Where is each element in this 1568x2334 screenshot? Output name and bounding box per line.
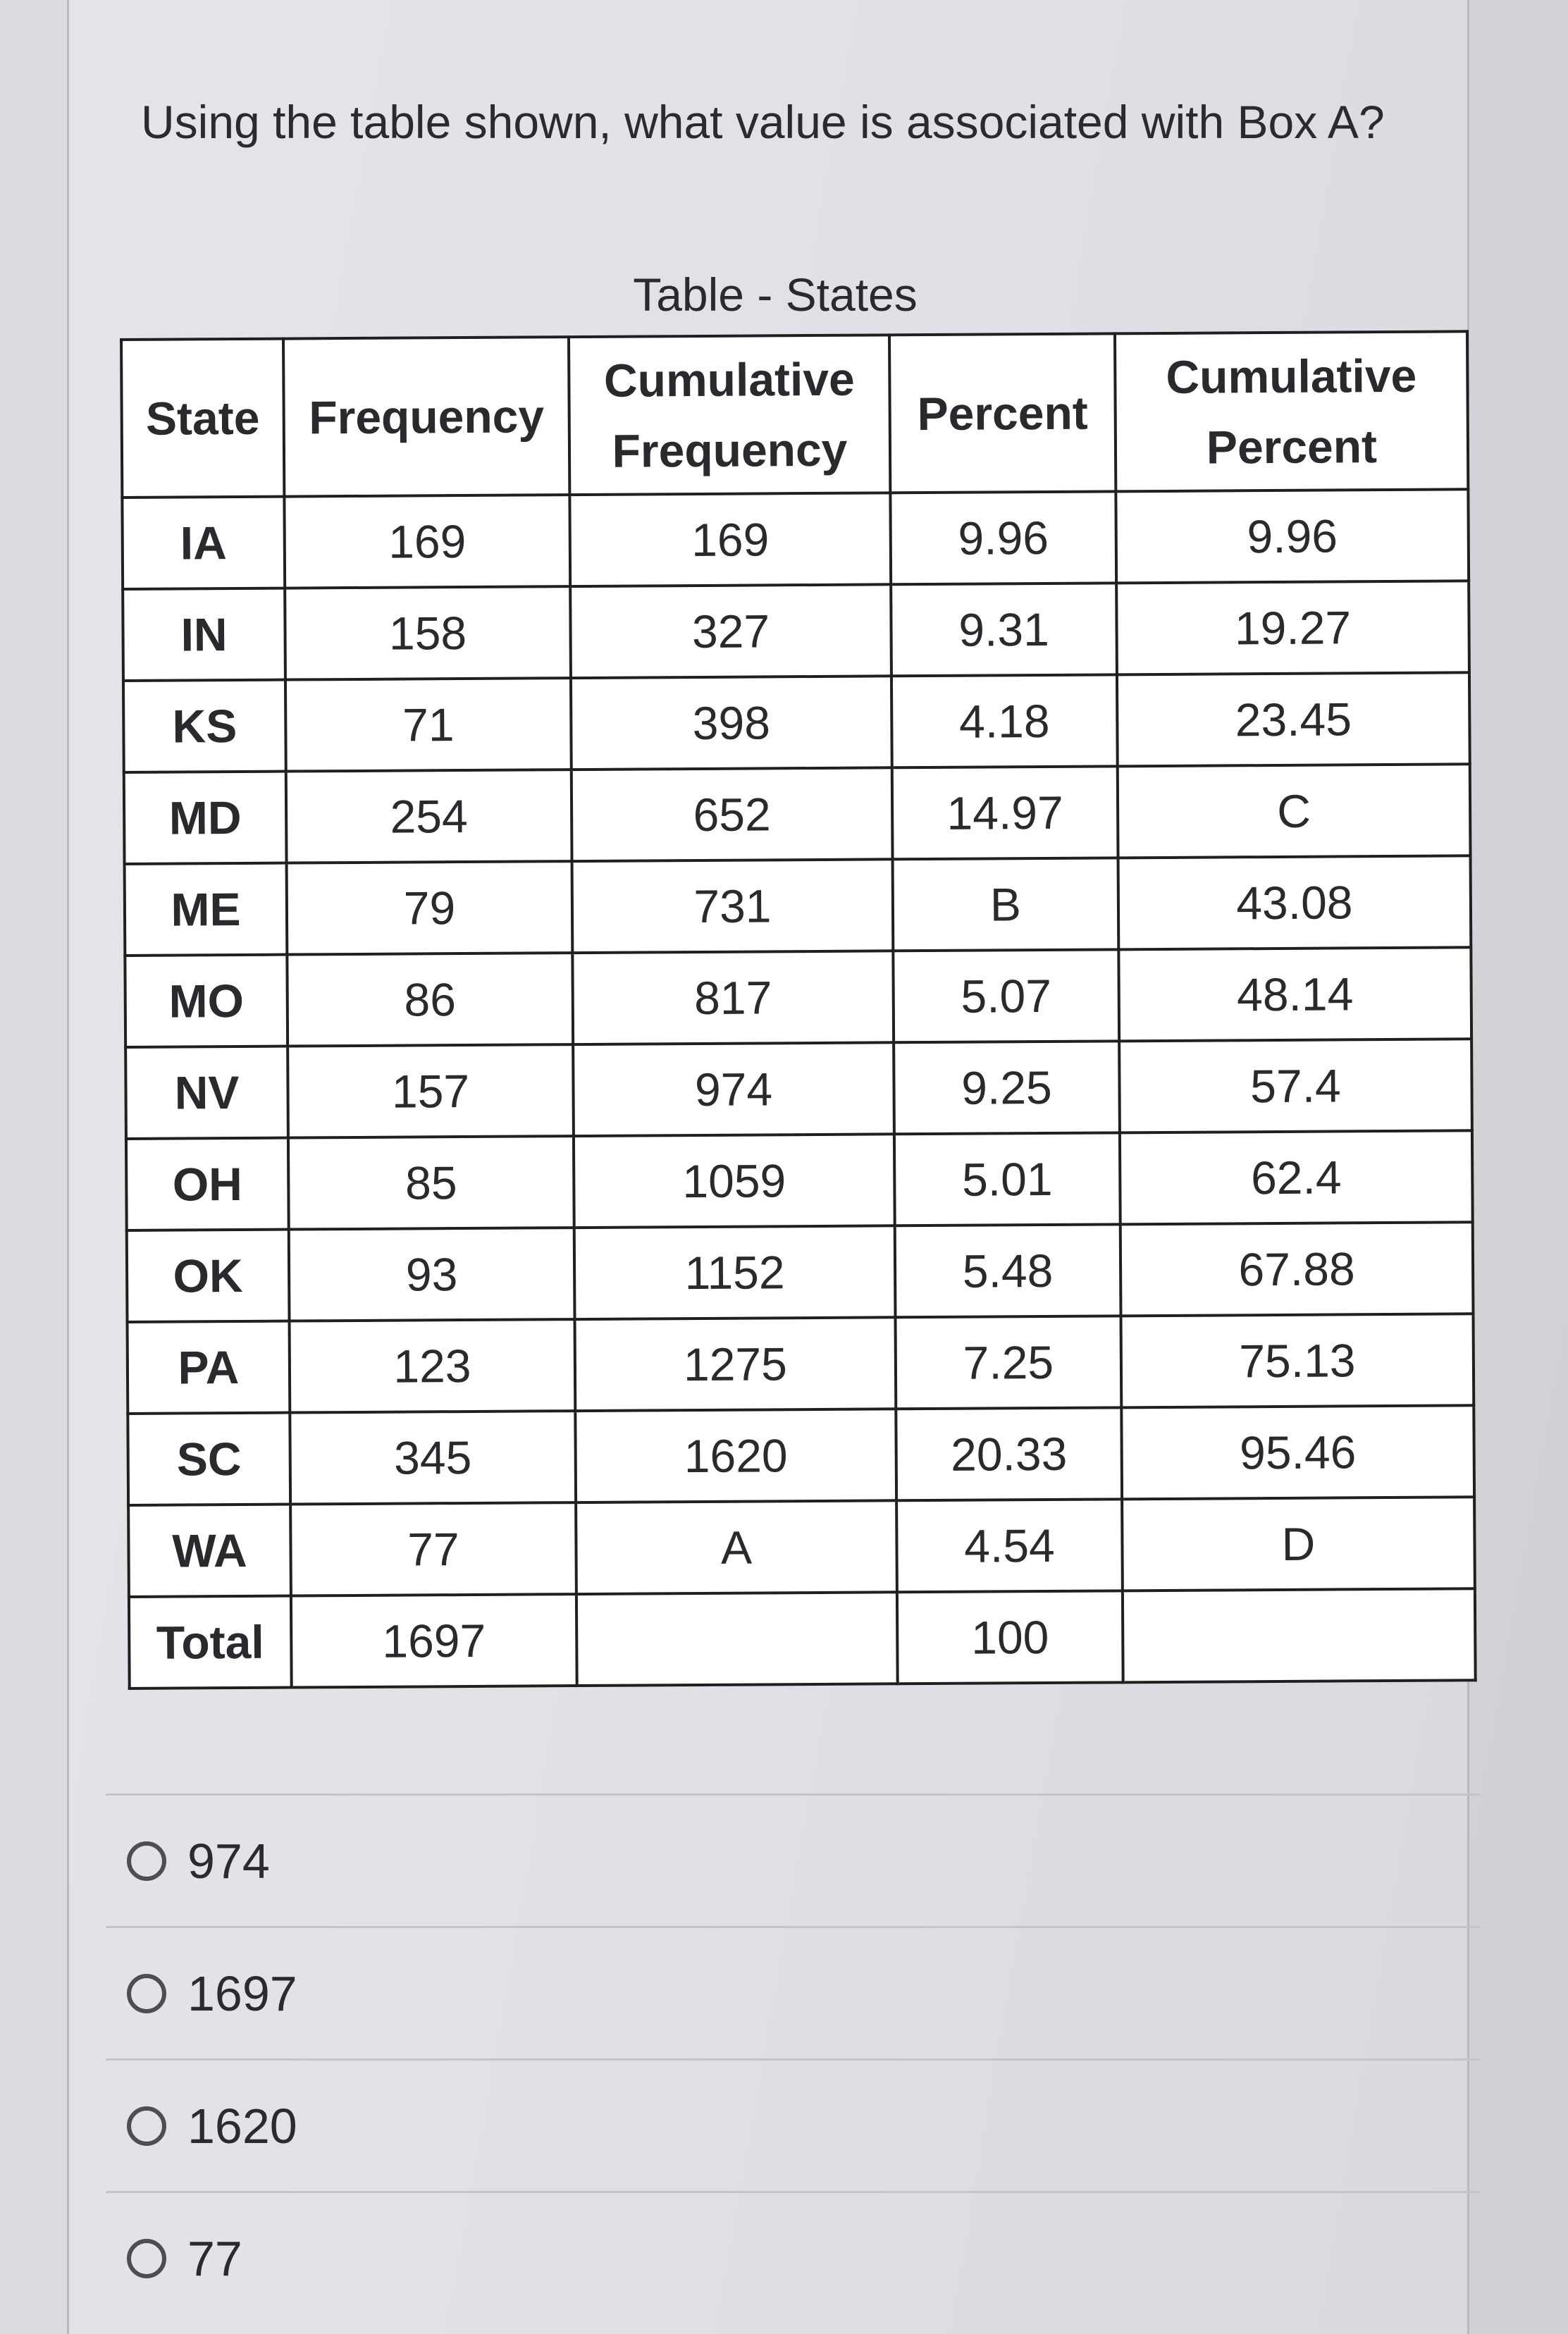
table-row bbox=[122, 489, 1469, 589]
cell-state: WA bbox=[128, 1505, 291, 1597]
cell-state: IA bbox=[122, 497, 285, 589]
cell-frequency: 157 bbox=[288, 1044, 574, 1137]
cell-cumulative-frequency: 1620 bbox=[575, 1409, 896, 1502]
header-frequency: Frequency bbox=[283, 337, 569, 496]
header-percent: Percent bbox=[889, 333, 1116, 493]
cell-percent: B bbox=[893, 858, 1119, 951]
cell-cumulative-percent: 67.88 bbox=[1121, 1222, 1474, 1316]
cell-state: Total bbox=[129, 1596, 292, 1688]
cell-frequency: 158 bbox=[285, 586, 571, 679]
states-table bbox=[120, 330, 1477, 1690]
cell-cumulative-frequency: 1152 bbox=[574, 1225, 896, 1319]
table-row bbox=[124, 764, 1471, 864]
cell-cumulative-percent: 62.4 bbox=[1120, 1130, 1473, 1224]
cell-state: MD bbox=[124, 772, 287, 864]
table-row bbox=[126, 1130, 1473, 1230]
table-row bbox=[128, 1497, 1475, 1597]
table-row bbox=[125, 947, 1471, 1047]
table-row bbox=[125, 1039, 1472, 1139]
question-text: Using the table shown, what value is associated with Box A? bbox=[141, 96, 1385, 148]
cell-frequency: 1697 bbox=[291, 1594, 577, 1687]
cell-percent: 14.97 bbox=[892, 766, 1118, 859]
cell-state: ME bbox=[125, 863, 288, 956]
cell-percent: 4.18 bbox=[891, 674, 1118, 767]
cell-cumulative-percent: 43.08 bbox=[1118, 856, 1471, 949]
answer-option-1620[interactable] bbox=[106, 2061, 1480, 2191]
cell-cumulative-percent: 57.4 bbox=[1119, 1039, 1472, 1132]
cell-percent: 5.48 bbox=[895, 1224, 1121, 1317]
cell-state: OK bbox=[127, 1230, 290, 1322]
header-cumulative-percent: Cumulative Percent bbox=[1115, 331, 1468, 491]
cell-frequency: 79 bbox=[287, 861, 573, 954]
cell-percent: 9.31 bbox=[891, 583, 1117, 676]
header-cumulative-frequency: Cumulative Frequency bbox=[569, 335, 890, 495]
cell-state: PA bbox=[128, 1321, 290, 1414]
cell-percent: 5.01 bbox=[894, 1132, 1121, 1225]
cell-percent: 20.33 bbox=[896, 1407, 1122, 1500]
cell-cumulative-percent: 19.27 bbox=[1116, 581, 1469, 674]
header-state: State bbox=[121, 339, 284, 498]
cell-state: SC bbox=[128, 1413, 290, 1505]
cell-frequency: 71 bbox=[285, 678, 572, 771]
answer-option-1697[interactable] bbox=[106, 1928, 1480, 2058]
cell-frequency: 93 bbox=[289, 1228, 575, 1321]
cell-percent: 9.25 bbox=[894, 1041, 1120, 1134]
cell-cumulative-percent: C bbox=[1118, 764, 1471, 858]
table-caption: Table - States bbox=[633, 268, 918, 321]
cell-frequency: 77 bbox=[290, 1502, 576, 1595]
cell-state: OH bbox=[126, 1138, 289, 1230]
cell-cumulative-frequency: 817 bbox=[572, 951, 894, 1044]
answer-option-label: 974 bbox=[187, 1833, 270, 1889]
cell-frequency: 345 bbox=[290, 1411, 576, 1504]
cell-percent: 9.96 bbox=[890, 491, 1116, 584]
answer-option-label: 77 bbox=[187, 2230, 242, 2286]
table-row bbox=[125, 856, 1471, 956]
cell-state: IN bbox=[123, 588, 285, 681]
cell-state: NV bbox=[125, 1046, 288, 1139]
table-row bbox=[128, 1405, 1474, 1505]
cell-cumulative-frequency bbox=[576, 1592, 898, 1686]
cell-cumulative-frequency: 169 bbox=[569, 493, 891, 586]
cell-percent: 5.07 bbox=[893, 949, 1119, 1042]
cell-cumulative-percent: 75.13 bbox=[1121, 1314, 1474, 1407]
cell-percent: 100 bbox=[897, 1591, 1123, 1684]
cell-percent: 4.54 bbox=[896, 1499, 1123, 1592]
cell-cumulative-percent: D bbox=[1122, 1497, 1475, 1591]
cell-state: MO bbox=[125, 955, 288, 1047]
radio-button-icon[interactable] bbox=[127, 2239, 166, 2278]
answer-option-974[interactable] bbox=[106, 1796, 1480, 1926]
cell-cumulative-frequency: 327 bbox=[570, 584, 891, 678]
cell-frequency: 86 bbox=[287, 953, 573, 1046]
table-row bbox=[123, 672, 1470, 772]
cell-cumulative-percent: 23.45 bbox=[1117, 672, 1470, 766]
radio-button-icon[interactable] bbox=[127, 1841, 166, 1881]
cell-cumulative-percent: 48.14 bbox=[1118, 947, 1471, 1041]
table-header-row bbox=[121, 331, 1468, 498]
answer-options bbox=[106, 1793, 1480, 2323]
radio-button-icon[interactable] bbox=[127, 1974, 166, 2013]
cell-cumulative-frequency: 398 bbox=[571, 676, 892, 770]
cell-frequency: 123 bbox=[290, 1319, 576, 1412]
table-row bbox=[128, 1314, 1474, 1414]
cell-cumulative-percent bbox=[1123, 1588, 1476, 1682]
cell-cumulative-frequency: A bbox=[576, 1500, 897, 1594]
cell-cumulative-frequency: 974 bbox=[573, 1042, 894, 1136]
answer-option-77[interactable] bbox=[106, 2193, 1480, 2323]
cell-frequency: 169 bbox=[284, 495, 570, 588]
table-row-total bbox=[129, 1588, 1476, 1688]
table-row bbox=[123, 581, 1469, 681]
cell-cumulative-frequency: 1059 bbox=[574, 1134, 895, 1228]
cell-percent: 7.25 bbox=[896, 1316, 1122, 1409]
table-row bbox=[127, 1222, 1474, 1322]
cell-cumulative-percent: 95.46 bbox=[1121, 1405, 1474, 1499]
cell-frequency: 254 bbox=[286, 770, 572, 863]
cell-cumulative-frequency: 1275 bbox=[575, 1317, 896, 1411]
cell-frequency: 85 bbox=[288, 1136, 574, 1229]
answer-option-label: 1620 bbox=[187, 2098, 297, 2154]
answer-option-label: 1697 bbox=[187, 1965, 297, 2021]
radio-button-icon[interactable] bbox=[127, 2106, 166, 2146]
cell-cumulative-percent: 9.96 bbox=[1116, 489, 1469, 583]
cell-state: KS bbox=[123, 680, 286, 772]
cell-cumulative-frequency: 652 bbox=[572, 767, 893, 861]
cell-cumulative-frequency: 731 bbox=[572, 859, 894, 953]
